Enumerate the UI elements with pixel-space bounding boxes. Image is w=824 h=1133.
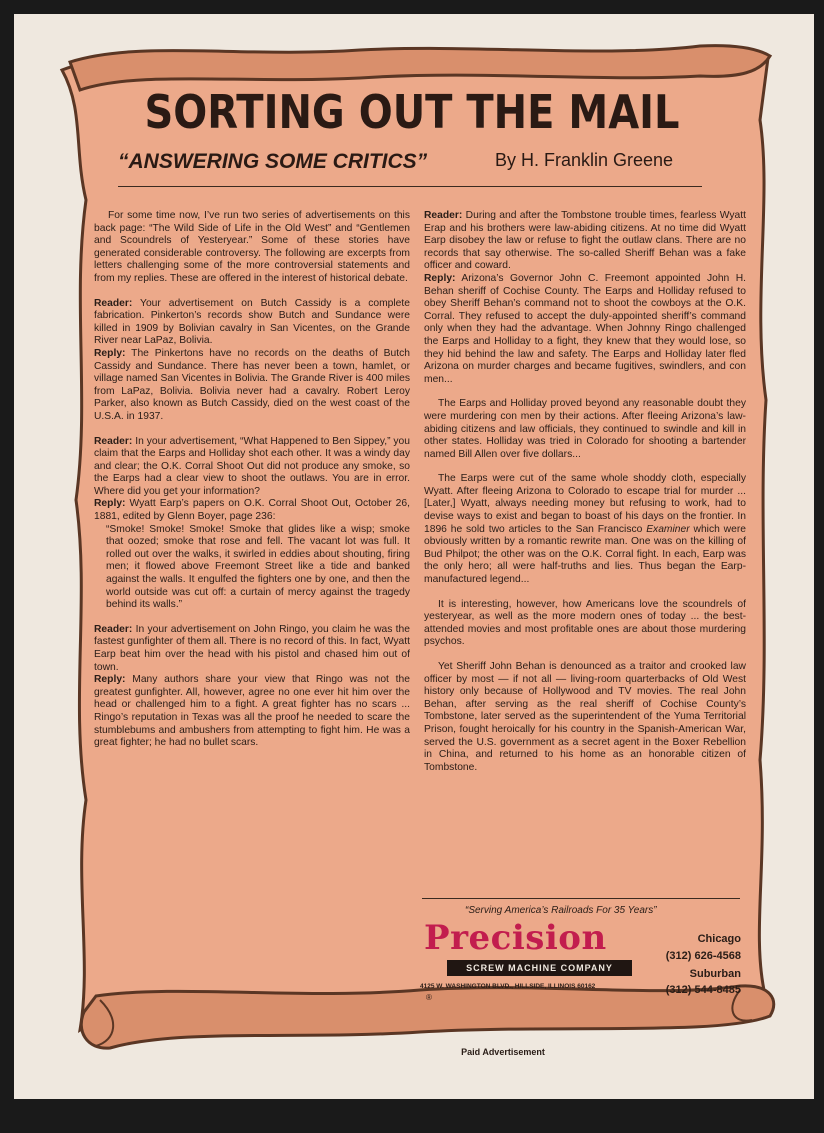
company-name-bar: SCREW MACHINE COMPANY xyxy=(447,960,632,976)
paragraph-behan: Yet Sheriff John Behan is denounced as a traitor and crooked law officer by most — if not all — living-room quarterbacks of Old West history only because of Hollywood and TV movies. The real John Behan, after serving as the real sheriff of Cochise County’s Tombstone, later served as the superintendent of the Yuma Territorial Prison, fought heroically for his country in the Spanish-American War, served the U.S. government as a secret agent in the Boxer Rebellion in China, and returned to his home as an honorable citizen of Tombstone. xyxy=(424,661,746,773)
newspaper-name: Examiner xyxy=(646,523,690,535)
article-subtitle: “ANSWERING SOME CRITICS” xyxy=(118,150,428,173)
letter-earp-reader xyxy=(424,210,746,273)
reader-label: Reader: xyxy=(94,623,133,635)
reader-text: In your advertisement, “What Happened to Ben Sippey,” you claim that the Earps and Holliday shot each other. It was a windy day and clear; the O.K. Corral Shoot Out did not produce any smoke, so the Earps had a clear view to shoot the outlaws. You are in error. Where did you get your information? xyxy=(94,435,410,497)
reader-text: In your advertisement on John Ringo, you claim he was the fastest gunfighter of them all. There is no record of this. In fact, Wyatt Earp beat him over the head with his pistol and chased him out of town. xyxy=(94,623,410,673)
title-divider xyxy=(118,186,702,187)
reply-label: Reply: xyxy=(424,272,456,284)
letter-sippey-reader xyxy=(94,436,410,499)
reply-text: Many authors share your view that Ringo was not the greatest gunfighter. All, however, agree no one ever hit him over the head or challenged him to a fight. A great fighter has no scars ... Ringo’s reputation in Texas was all the proof he needed to scare the stumblebums and ambushers from attempting to fight him. He was a great fighter; he had no bullet scars. xyxy=(94,674,410,749)
intro-paragraph: For some time now, I’ve run two series of advertisements on this back page: “The Wild Side of Life in the Old West” and “Gentlemen and Scoundrels of Yesteryear.” Some of these stories have generated considerable controversy. The following are excerpts from letters challenging some of the more controversial statements and from my replies. These are offered in the interest of historical debate. xyxy=(94,210,410,284)
paragraph-text: which were obviously written by a romantic rewrite man. One was on the killing of Bud Philpot; the other was on the O.K. Corral fight. In each, Earp was the only hero; all were half-truths and lies. Thus began the Earp-manufactured legend... xyxy=(424,523,746,586)
reader-label: Reader: xyxy=(424,210,463,221)
letter-ringo-reader xyxy=(94,624,410,674)
ad-tagline: “Serving America’s Railroads For 35 Years” xyxy=(465,905,657,916)
smoke-quote: “Smoke! Smoke! Smoke! Smoke that glides like a wisp; smoke that oozed; smoke that rose and fell. The vacant lot was full. It rolled out over the walks, it swirled in eddies about shouting, firing men; it flowed above Freemont Street like a tide and banked against the walls. It engulfed the fighters one by one, and then the world outside was cut off: a curtain of mercy against the tragedy behind its walls.” xyxy=(106,523,410,611)
reply-label: Reply: xyxy=(94,347,126,359)
reader-label: Reader: xyxy=(94,435,133,447)
paragraph-shoddy-cloth xyxy=(424,473,746,586)
page-title: SORTING OUT THE MAIL xyxy=(144,86,680,140)
letter-butch-reply xyxy=(94,348,410,424)
suburban-label: Suburban xyxy=(689,968,741,980)
reader-label: Reader: xyxy=(94,297,133,309)
left-column xyxy=(94,210,410,762)
reply-text: Arizona’s Governor John C. Freemont appointed John H. Behan sheriff of Cochise County. The Earps and Holliday refused to obey Sheriff Behan’s command not to shoot the cowboys at the O.K. Corral. They refused to accept the duly-appointed sheriff’s command only when they had the advantage. When Johnny Ringo challenged the Earps and Holliday to a fight, they knew that they would lose, so they hid behind the law and safety. The Earps and Holliday later fled Arizona on murder charges and became fugitives, swindlers, and con men... xyxy=(424,272,746,385)
letter-earp-reply xyxy=(424,273,746,386)
letter-ringo-reply xyxy=(94,674,410,750)
reply-text: Wyatt Earp’s papers on O.K. Corral Shoot Out, October 26, 1881, edited by Glenn Boyer, page 236: xyxy=(94,498,410,523)
precision-logo: Precision xyxy=(424,918,607,958)
reply-label: Reply: xyxy=(94,498,126,510)
company-address: 4125 W. WASHINGTON BLVD., HILLSIDE, ILLINOIS 60162 xyxy=(420,983,596,990)
paragraph-text: The Earps were cut of the same whole shoddy cloth, especially Wyatt. After fleeing Arizona to Colorado to escape trial for murder ... [Later,] Wyatt, always needing money but refusing to work, had to devise ways to exist and began to boast of his days on the frontier. In 1896 he sold two articles to the San Francisco xyxy=(424,473,746,535)
paragraph-con-men: The Earps and Holliday proved beyond any reasonable doubt they were murdering con men by their actions. After fleeing Arizona’s law-abiding citizens and law officials, they continued to swindle and kill in other states. Holliday was tried in Colorado for shooting a bartender named Bill Allen over five dollars... xyxy=(424,398,746,460)
paid-advertisement-label: Paid Advertisement xyxy=(461,1047,545,1057)
reader-text: During and after the Tombstone trouble times, fearless Wyatt Erap and his brothers were law-abiding citizens. At no time did Wyatt Earp disobey the law or refuse to fight the outlaw clans. There are no records that say otherwise. The so-called Sheriff Behan was a fake officer and coward. xyxy=(424,210,746,272)
article-byline: By H. Franklin Greene xyxy=(495,150,674,170)
chicago-label: Chicago xyxy=(697,933,741,945)
chicago-phone: (312) 626-4568 xyxy=(665,950,741,962)
paragraph-scoundrels: It is interesting, however, how Americans love the scoundrels of yesteryear, as well as the more modern ones of today ... the best-attended movies and most profitable ones are about those murdering psychos. xyxy=(424,598,746,648)
suburban-phone: (312) 544-8485 xyxy=(665,984,741,996)
reply-label: Reply: xyxy=(94,674,126,686)
letter-sippey-reply xyxy=(94,498,410,523)
reader-text: Your advertisement on Butch Cassidy is a complete fabrication. Pinkerton’s records show Butch and Sundance were killed in 1909 by Bolivian cavalry in San Vicentes, on the Grande River near LaPaz, Bolivia. xyxy=(94,297,410,347)
registered-mark: ® xyxy=(426,993,432,1002)
ad-divider xyxy=(422,898,740,899)
letter-butch-reader xyxy=(94,298,410,348)
reply-text: The Pinkertons have no records on the deaths of Butch Cassidy and Sundance. There has never been a town, hamlet, or village named San Vicentes in Bolivia. The Grande River is 400 miles from LaPaz, Bolivia. Bolivia never had a cavalry. Robert Leroy Parker, also known as Butch Cassidy, died on the west coast of the U.S.A. in 1937. xyxy=(94,347,410,422)
right-column xyxy=(424,210,746,786)
